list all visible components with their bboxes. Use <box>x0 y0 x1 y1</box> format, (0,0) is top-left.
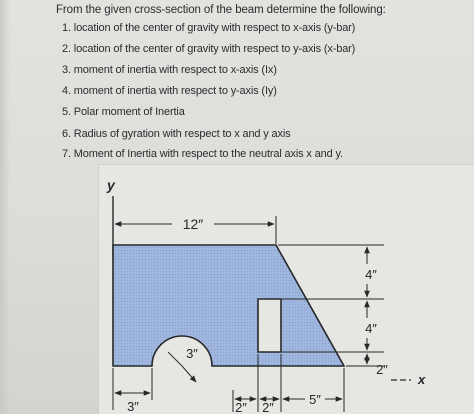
problem-intro: From the given cross-section of the beam determine the following: <box>56 4 386 16</box>
question-2: 2. location of the center of gravity with respect to y-axis (x-bar) <box>62 43 356 55</box>
dim-top-width-label: 12″ <box>182 216 204 232</box>
radius-leader <box>168 352 182 366</box>
dim-right-middle-label: 4″ <box>365 321 377 336</box>
dim-bottom-a-label: 2″ <box>235 400 247 414</box>
question-5: 5. Polar moment of Inertia <box>62 106 185 118</box>
question-3: 3. moment of inertia with respect to x-axis (Ix) <box>62 64 277 76</box>
beam-section-shape <box>113 245 344 366</box>
dim-bottom-b-label: 2″ <box>262 400 274 414</box>
dim-bottom-left-label: 3″ <box>127 399 139 414</box>
dim-right-upper-label: 4″ <box>365 267 377 282</box>
dim-right-lower-label: 2″ <box>376 362 388 377</box>
question-4: 4. moment of inertia with respect to y-axis (Iy) <box>62 85 277 97</box>
radius-arrow <box>182 366 196 382</box>
x-axis-label: x <box>418 372 426 387</box>
question-7: 7. Moment of Inertia with respect to the neutral axis x and y. <box>62 148 343 160</box>
dim-bottom-right-label: 5″ <box>309 392 321 407</box>
question-1: 1. location of the center of gravity with respect to x-axis (y-bar) <box>62 22 356 34</box>
y-axis-label: y <box>107 177 115 193</box>
dim-radius-label: 3″ <box>186 346 198 361</box>
question-6: 6. Radius of gyration with respect to x and y axis <box>62 128 291 140</box>
